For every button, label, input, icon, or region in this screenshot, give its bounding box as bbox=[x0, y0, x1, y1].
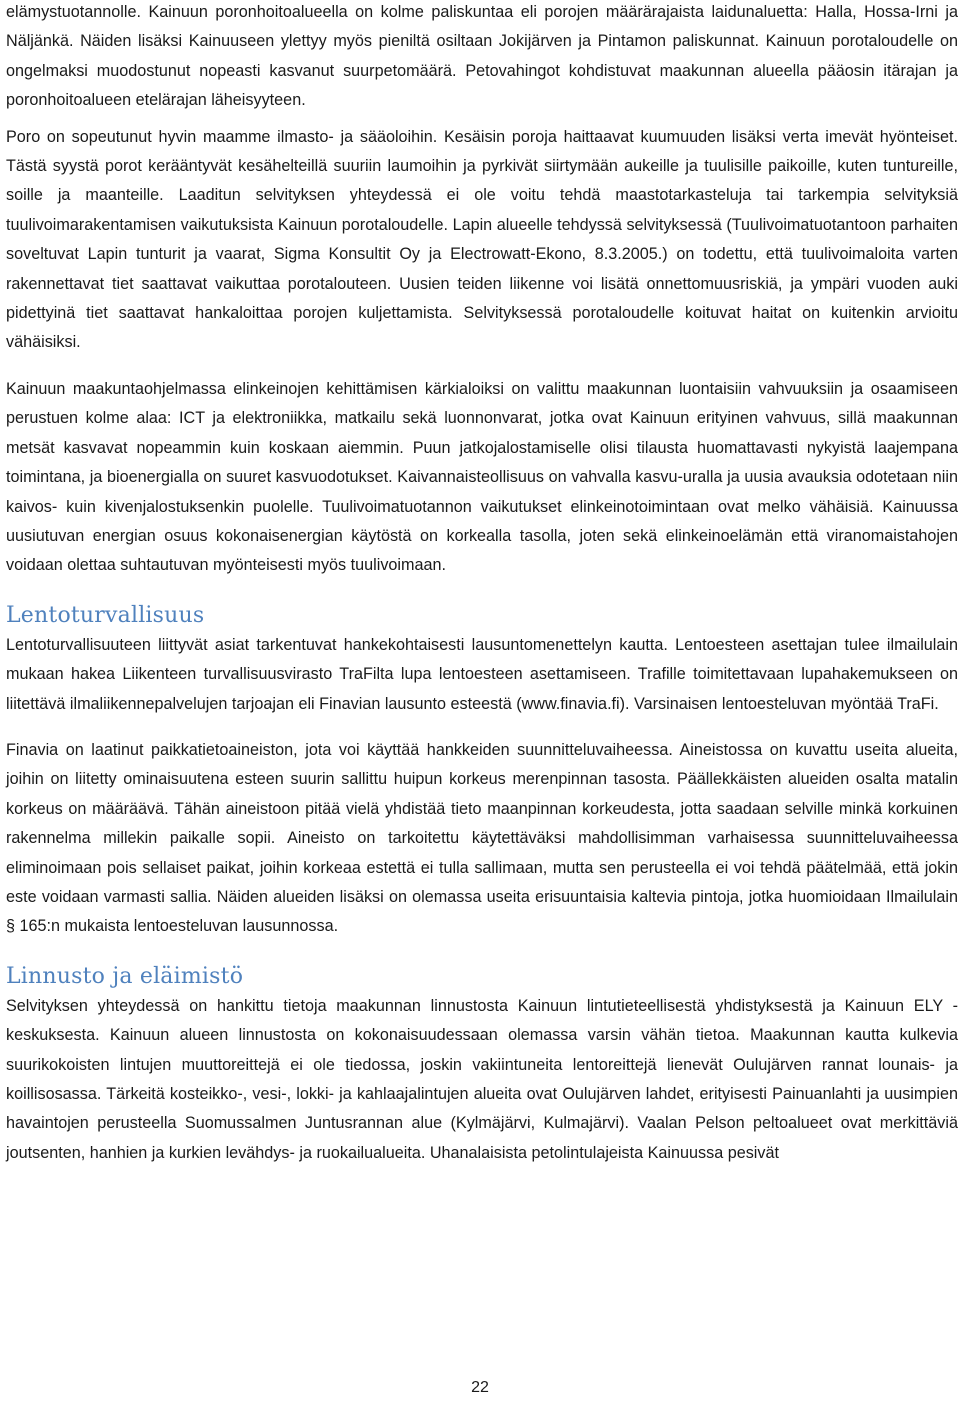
body-paragraph: Poro on sopeutunut hyvin maamme ilmasto- ja sääoloihin. Kesäisin poroja haittaavat kuumuuden lisäksi verta imevät hyönteiset. Tästä syystä porot kerääntyvät kesähelteillä suuriin laumoihin ja pyrkivät siirtymään aukeille ja tuulisille paikoille, kuten tuntureille, soille ja maanteille. Laaditun selvityksen yhteydessä ei ole voitu tehdä maastotarkasteluja tai tarkempia selvityksiä tuulivoimarakentamisen vaikutuksista Kainuun porotaloudelle. Lapin alueelle tehdyssä selvityksessä (Tuulivoimatuotantoon parhaiten soveltuvat Lapin tunturit ja vaarat, Sigma Konsultit Oy ja Electrowatt-Ekono, 8.3.2005.) on todettu, että tuulivoimaloita varten rakennettavat tiet saattavat vaikuttaa porotalouteen. Uusien teiden liikenne voi lisätä onnettomuusriskiä, ja ympäri vuoden auki pidettyinä tiet saattavat hankaloittaa porojen kuljettamista. Selvityksessä porotaloudelle koituvat haitat on kuitenkin arvioitu vähäisiksi. bbox=[6, 127, 958, 352]
body-paragraph: Kainuun maakuntaohjelmassa elinkeinojen kehittämisen kärkialoiksi on valittu maakunnan luontaisiin vahvuuksiin ja osaamiseen perustuen kolme alaa: ICT ja elektroniikka, matkailu sekä luonnonvarat, jotka ovat Kainuun erityinen vahvuus, sillä maakunnan metsät kasvavat nopeammin kuin koskaan aiemmin. Puun jatkojalostamiselle olisi tilausta huomattavasti nykyistä laajempana toimintana, ja bioenergialla on suuret kasvuodotukset. Kaivannaisteollisuus on vahvalla kasvu-uralla ja uusia avauksia odotetaan niin kaivos- kuin kivenjalostuksenkin puolelle. Tuulivoimatuotannon vaikutukset elinkeinotoimintaan ovat melko vähäisiä. Kainuussa uusiutuvan energian osuus kokonaisenergian käytöstä on korkealla tasolla, joten sekä elinkeinoelämän että viranomaistahojen voidaan olettaa suhtautuvan myönteisesti myös tuulivoimaan. bbox=[6, 379, 958, 575]
section-heading-linnusto: Linnusto ja eläimistö bbox=[6, 963, 244, 989]
section-heading-lentoturvallisuus: Lentoturvallisuus bbox=[6, 602, 205, 628]
body-paragraph: Selvityksen yhteydessä on hankittu tietoja maakunnan linnustosta Kainuun lintutieteellisestä yhdistyksestä ja Kainuun ELY -keskuksesta. Kainuun alueen linnustosta on kokonaisuudessaan olemassa varsin vähän tietoa. Maakunnan kautta kulkevia suurikokoisten lintujen muuttoreittejä ei ole tiedossa, joskin vakiintuneita lentoreittejä lienevät Oulujärven rannat lounais- ja koillisosassa. Tärkeitä kosteikko-, vesi-, lokki- ja kahlaajalintujen alueita ovat Oulujärven lahdet, erityisesti Painuanlahti ja uusimpien havaintojen perusteella Suomussalmen Juntusrannan alue (Kylmäjärvi, Kulmajärvi). Vaalan Pelson peltoalueet ovat merkittäviä joutsenten, hanhien ja kurkien levähdys- ja ruokailualueita. Uhanalaisista petolintulajeista Kainuussa pesivät bbox=[6, 996, 958, 1162]
document-page bbox=[6, 0, 958, 1168]
body-paragraph: Finavia on laatinut paikkatietoaineiston, jota voi käyttää hankkeiden suunnitteluvaiheessa. Aineistossa on kuvattu useita alueita, joihin on liitetty ominaisuutena esteen suurin sallittu huipun korkeus merenpinnan tasosta. Päällekkäisten alueiden osalta matalin korkeus on määräävä. Tähän aineistoon pitää vielä yhdistää tieto maanpinnan korkeudesta, jotta saadaan selville minkä korkuinen rakennelma millekin paikalle sopii. Aineisto on tarkoitettu käytettäväksi mahdollisimman varhaisessa suunnitteluvaiheessa eliminoimaan pois sellaiset paikat, joihin korkeaa estettä ei tulla sallimaan, mutta sen perusteella ei voi tehdä päätelmää, että jokin este voidaan varmasti sallia. Näiden alueiden lisäksi on olemassa useita erisuuntaisia kaltevia pintoja, jotka huomioidaan Ilmailulain § 165:n mukaista lentoesteluvan lausunnossa. bbox=[6, 740, 958, 936]
body-paragraph: elämystuotannolle. Kainuun poronhoitoalueella on kolme paliskuntaa eli porojen määrärajaista laidunaluetta: Halla, Hossa-Irni ja Näljänkä. Näiden lisäksi Kainuuseen ylettyy myös pieniltä osiltaan Jokijärven ja Pintamon paliskunnat. Kainuun porotaloudelle on ongelmaksi muodostunut nopeasti kasvanut suurpetomäärä. Petovahingot kohdistuvat maakunnan alueella pääosin itärajan ja poronhoitoalueen etelärajan läheisyyteen. bbox=[6, 3, 958, 110]
page-number: 22 bbox=[471, 1379, 489, 1396]
body-paragraph: Lentoturvallisuuteen liittyvät asiat tarkentuvat hankekohtaisesti lausuntomenettelyn kautta. Lentoesteen asettajan tulee ilmailulain mukaan hakea Liikenteen turvallisuusvirasto TraFilta lupa lentoesteen asettamiseen. Trafille toimitettavaan lupahakemukseen on liitettävä ilmaliikennepalvelujen tarjoajan eli Finavian lausunto esteestä (www.finavia.fi). Varsinaisen lentoesteluvan myöntää TraFi. bbox=[6, 635, 958, 713]
